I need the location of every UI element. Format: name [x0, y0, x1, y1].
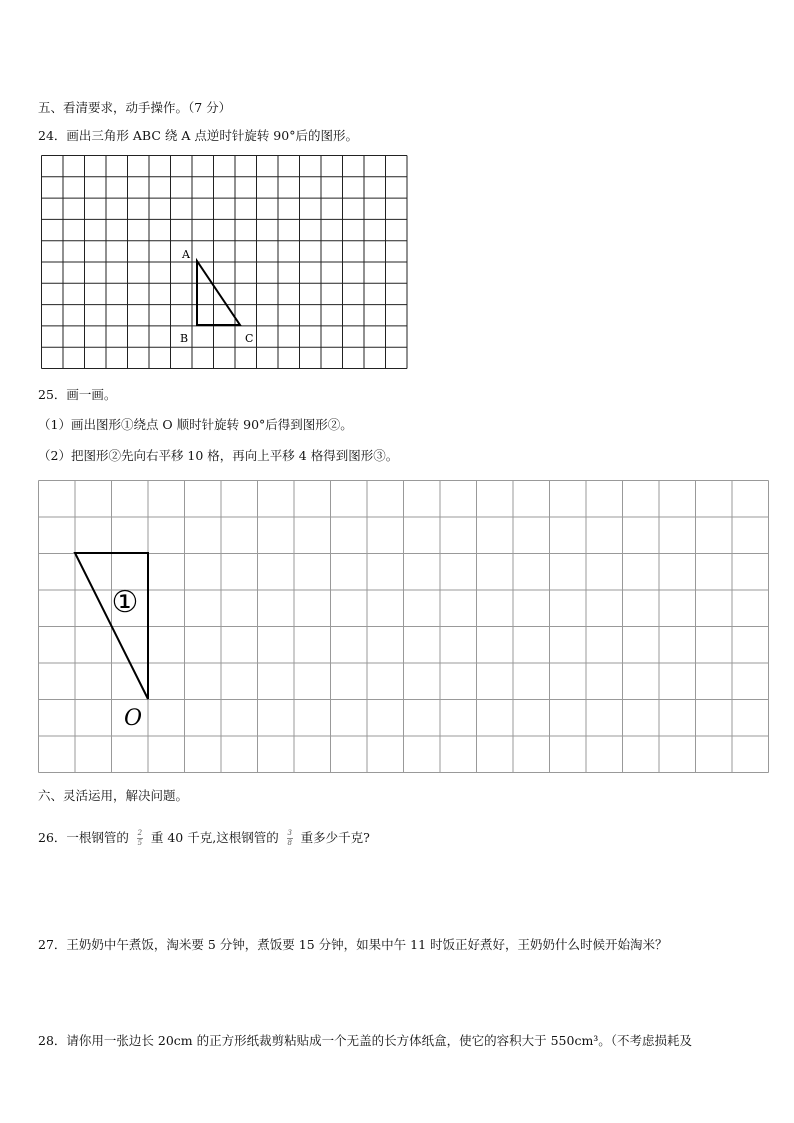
q24-text: 24．画出三角形 ABC 绕 A 点逆时针旋转 90°后的图形。 [38, 128, 358, 143]
fraction-denominator: 8 [287, 839, 292, 847]
label-b: B [180, 332, 189, 345]
q26-middle: 重 40 千克,这根钢管的 [150, 830, 279, 845]
q26-text [38, 828, 370, 847]
triangle-abc [197, 261, 240, 325]
q25-part1: （1）画出图形①绕点 O 顺时针旋转 90°后得到图形②。 [38, 417, 353, 432]
grid-q24 [40, 155, 420, 370]
point-o-label: O [124, 706, 143, 731]
fraction-2-5 [137, 830, 143, 847]
q25-part2: （2）把图形②先向右平移 10 格，再向上平移 4 格得到图形③。 [38, 448, 399, 463]
fraction-numerator: 3 [287, 829, 292, 837]
fraction-denominator: 5 [137, 839, 143, 847]
q26-prefix: 26．一根钢管的 [38, 830, 129, 845]
fraction-numerator: 2 [137, 829, 143, 837]
q28-text: 28．请你用一张边长 20cm 的正方形纸裁剪粘贴成一个无盖的长方体纸盒，使它的容积大于 550cm³。（不考虑损耗及 [38, 1033, 693, 1048]
q26-suffix: 重多少千克? [300, 830, 370, 845]
q27-text: 27．王奶奶中午煮饭，淘米要 5 分钟，煮饭要 15 分钟，如果中午 11 时饭正好煮好，王奶奶什么时候开始淘米？ [38, 937, 668, 952]
q25-title: 25．画一画。 [38, 387, 117, 402]
fraction-3-8 [287, 830, 293, 847]
grid-q25 [38, 480, 770, 774]
section5-title: 五、看清要求，动手操作。（7 分） [38, 100, 232, 115]
label-c: C [245, 332, 254, 345]
section6-title: 六、灵活运用，解决问题。 [38, 788, 189, 803]
label-a: A [182, 248, 190, 261]
shape-1-label: ① [111, 585, 139, 620]
